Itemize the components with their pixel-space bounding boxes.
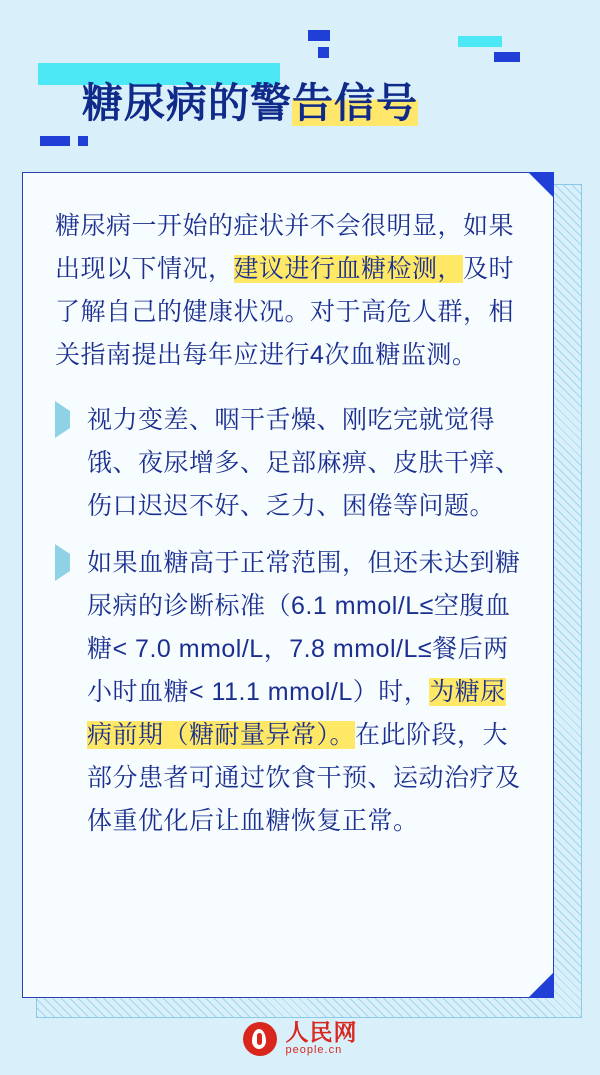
deco-blue-rect-top-2 [318, 47, 329, 58]
intro-seg-3: 及时了解自己的健康状况。对于高危人群，相关指南提出每年应进行4次血糖监测。 [55, 255, 515, 369]
content-card [22, 172, 554, 998]
logo-text-en: people.cn [285, 1044, 343, 1056]
intro-seg-1: 糖尿病一开始的症状并不会很明显，如果出现以下情况， [55, 212, 515, 283]
corner-triangle-top-right [528, 172, 554, 198]
logo-text-wrap [286, 1020, 358, 1057]
page-title-plain: 糖尿病的警 [82, 80, 292, 126]
deco-blue-rect-bottom-1 [40, 136, 70, 146]
bullet-2-seg-2-highlighted: 为糖尿病前期（糖耐量异常）。 [87, 678, 506, 749]
corner-triangle-bottom-right [528, 972, 554, 998]
triangle-bullet-icon [55, 554, 81, 572]
bullet-2-seg-1: 如果血糖高于正常范围，但还未达到糖尿病的诊断标准（6.1 mmol/L≤空腹血糖< 7.0 mmol/L，7.8 mmol/L≤餐后两小时血糖< 11.1 mmol/L）时， [87, 549, 521, 706]
bullet-2-text [87, 542, 527, 843]
footer-logo [0, 1020, 600, 1057]
bullet-1-text [87, 399, 527, 528]
page-title-highlighted: 告信号 [292, 80, 418, 126]
logo-text-cn: 人民网 [285, 1019, 358, 1045]
intro-paragraph [55, 205, 527, 377]
bullet-2-seg-3: 在此阶段，大部分患者可通过饮食干预、运动治疗及体重优化后让血糖恢复正常。 [87, 721, 521, 835]
list-item [55, 399, 527, 528]
triangle-bullet-icon [55, 411, 81, 429]
people-cn-logo-icon [243, 1022, 277, 1056]
bullet-1-seg-1: 视力变差、咽干舌燥、刚吃完就觉得饿、夜尿增多、足部麻痹、皮肤干痒、伤口迟迟不好、乏力、困倦等问题。 [87, 406, 521, 520]
deco-blue-rect-top-1 [308, 30, 330, 41]
list-item [55, 542, 527, 843]
deco-blue-rect-bottom-2 [78, 136, 88, 146]
deco-blue-rect-top-3 [494, 52, 520, 62]
intro-seg-2-highlighted: 建议进行血糖检测， [233, 255, 464, 283]
deco-cyan-rect-top [458, 36, 502, 47]
page-title [82, 70, 418, 129]
card-content [55, 205, 527, 857]
